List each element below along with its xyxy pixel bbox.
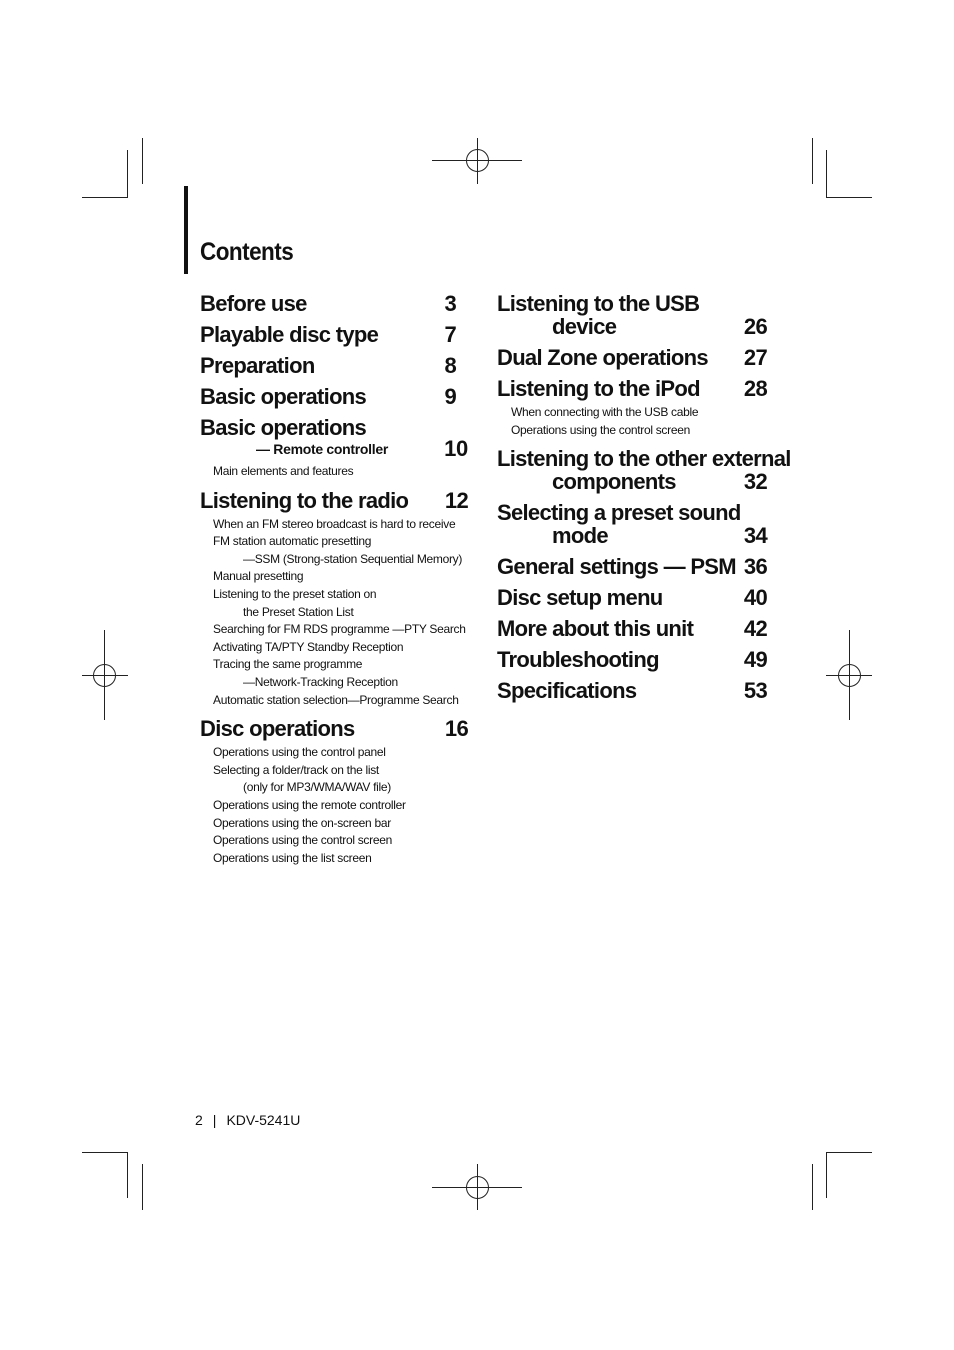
toc-entry-page: 49 — [743, 647, 767, 673]
toc-entry-dual-zone[interactable] — [497, 346, 767, 369]
toc-entry-preparation[interactable] — [200, 354, 468, 377]
toc-subentry[interactable]: Operations using the remote controller — [213, 797, 406, 812]
toc-entry-page: 8 — [444, 353, 456, 378]
toc-entry-page: 28 — [743, 376, 767, 401]
toc-entry-label: Basic operations — [200, 415, 367, 440]
toc-entry-page: 42 — [743, 616, 767, 642]
toc-entry-page: 10 — [444, 436, 468, 461]
toc-subentry[interactable]: Operations using the control panel — [213, 745, 386, 760]
toc-entry-label: Before use — [200, 291, 307, 316]
toc-subentry[interactable]: Listening to the preset station on the Preset Station List — [213, 586, 377, 619]
toc-entry-page: 36 — [743, 554, 767, 580]
toc-entry-page: 53 — [743, 678, 767, 704]
toc-entry-usb-device[interactable] — [497, 292, 767, 338]
toc-entry-label: Listening to the other external — [497, 446, 791, 472]
toc-entry-page: 7 — [444, 322, 456, 347]
toc-entry-label-continued: mode — [552, 523, 608, 549]
toc-entry-listening-to-radio[interactable] — [200, 489, 468, 710]
toc-entry-page: 27 — [743, 345, 767, 370]
toc-subentry[interactable]: When an FM stereo broadcast is hard to receive — [213, 516, 456, 531]
toc-subentry[interactable]: Operations using the list screen — [213, 850, 372, 865]
toc-entry-label: Disc operations — [200, 716, 355, 742]
model-name: KDV-5241U — [226, 1112, 301, 1128]
toc-entry-disc-setup-menu[interactable] — [497, 586, 767, 609]
toc-subentry[interactable]: Searching for FM RDS programme —PTY Search — [213, 622, 466, 637]
toc-entry-label: Troubleshooting — [497, 647, 659, 673]
toc-entry-page: 34 — [743, 523, 767, 549]
toc-entry-more-about-unit[interactable] — [497, 617, 767, 640]
toc-entry-label-continued: components — [552, 469, 676, 495]
page-number: 2 — [195, 1112, 203, 1128]
toc-entry-label: Dual Zone operations — [497, 345, 708, 370]
toc-subentry[interactable]: Automatic station selection—Programme Search — [213, 692, 459, 707]
toc-entry-external-components[interactable] — [497, 446, 791, 495]
toc-entry-basic-operations-remote[interactable] — [200, 416, 468, 481]
toc-entry-ipod[interactable] — [497, 377, 767, 439]
toc-subentry[interactable]: Operations using the control screen — [213, 833, 392, 848]
toc-entry-page: 16 — [444, 716, 468, 742]
footer-separator: | — [212, 1112, 217, 1128]
toc-subentry[interactable]: Activating TA/PTY Standby Reception — [213, 639, 404, 654]
toc-entry-label: Specifications — [497, 678, 637, 704]
toc-entry-label-continued: device — [552, 314, 617, 339]
toc-entry-label: Listening to the USB — [497, 291, 700, 316]
toc-entry-page: 12 — [444, 487, 468, 513]
toc-entry-label: Preparation — [200, 353, 315, 378]
page-footer — [195, 1112, 300, 1128]
toc-entry-page: 9 — [444, 384, 456, 409]
toc-subentry[interactable]: Main elements and features — [213, 464, 354, 478]
toc-subentry[interactable]: Manual presetting — [213, 569, 304, 584]
toc-subentry[interactable]: When connecting with the USB cable — [511, 405, 699, 419]
toc-entry-disc-operations[interactable] — [200, 717, 468, 867]
toc-entry-basic-operations[interactable] — [200, 385, 468, 408]
toc-subentry[interactable]: Tracing the same programme —Network-Tracking Reception — [213, 657, 398, 689]
toc-entry-page: 32 — [743, 469, 767, 495]
toc-entry-page: 40 — [743, 585, 767, 611]
toc-entry-playable-disc-type[interactable] — [200, 323, 468, 346]
toc-entry-preset-sound-mode[interactable] — [497, 501, 767, 547]
toc-right-column — [497, 284, 791, 704]
toc-entry-label: More about this unit — [497, 616, 694, 642]
toc-entry-page: 26 — [743, 314, 767, 339]
toc-subentry[interactable]: Operations using the on-screen bar — [213, 815, 391, 830]
toc-subentries — [200, 744, 468, 867]
toc-entry-subheading: — Remote controller — [256, 441, 388, 457]
toc-entry-label: Disc setup menu — [497, 585, 663, 611]
toc-entry-label: Listening to the radio — [200, 487, 409, 513]
toc-subentry[interactable]: Operations using the control screen — [511, 422, 690, 437]
toc-entry-label: Listening to the iPod — [497, 376, 700, 401]
toc-subentry[interactable]: Selecting a folder/track on the list (only for MP3/WMA/WAV file) — [213, 762, 391, 795]
toc-entry-page: 3 — [444, 291, 456, 316]
toc-subentries — [497, 404, 767, 439]
toc-entry-troubleshooting[interactable] — [497, 648, 767, 671]
toc-entry-before-use[interactable] — [200, 292, 468, 315]
page-title: Contents — [200, 238, 294, 266]
toc-entry-general-settings[interactable] — [497, 555, 767, 578]
toc-subentry[interactable]: FM station automatic presetting —SSM (Strong-station Sequential Memory) — [213, 534, 463, 566]
toc-entry-label: Basic operations — [200, 384, 367, 409]
toc-entry-label: General settings — PSM — [497, 554, 736, 580]
toc-left-column — [200, 284, 468, 867]
toc-subentries — [200, 463, 468, 481]
title-accent-bar — [184, 186, 188, 274]
toc-subentries — [200, 516, 468, 710]
toc-entry-label: Selecting a preset sound — [497, 500, 741, 526]
toc-entry-label: Playable disc type — [200, 322, 379, 347]
toc-entry-specifications[interactable] — [497, 679, 767, 702]
